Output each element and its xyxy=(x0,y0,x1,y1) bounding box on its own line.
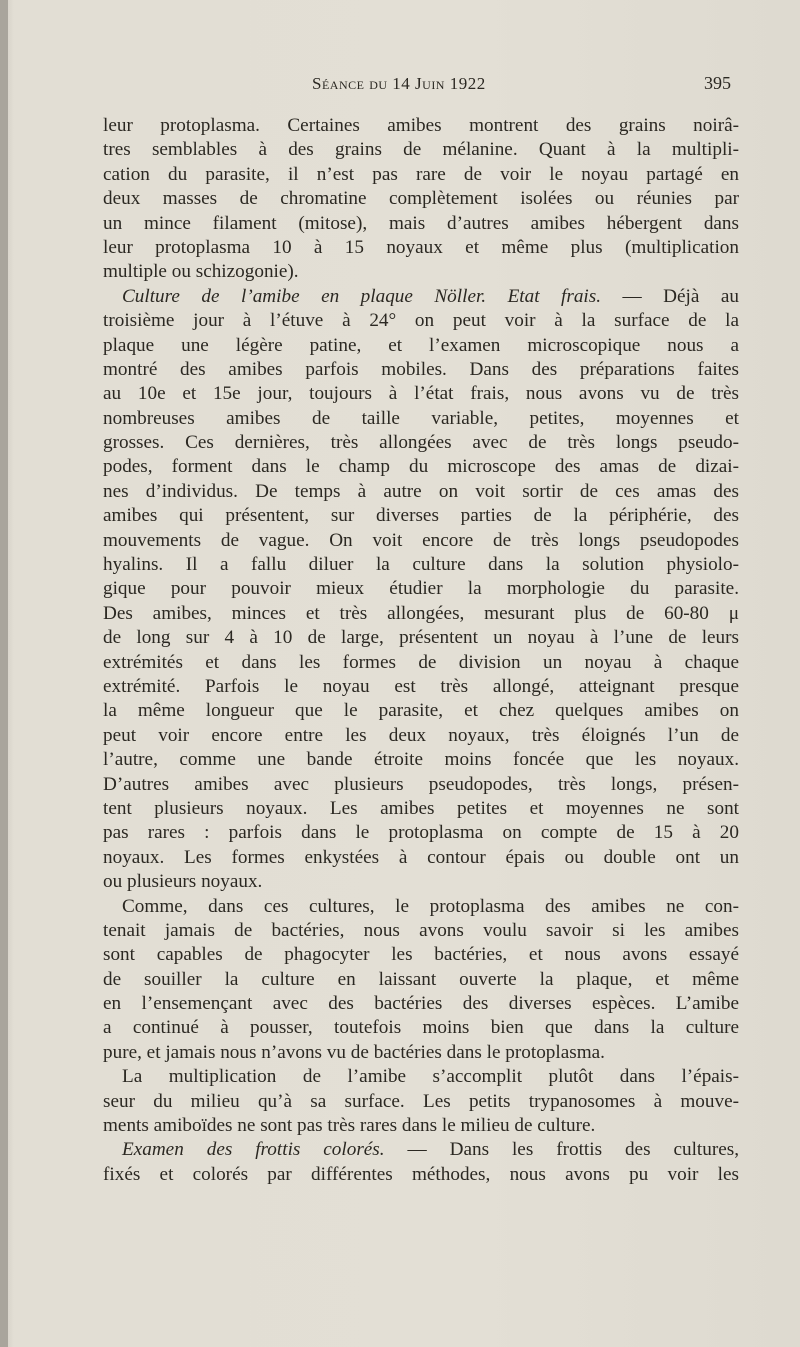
text-line xyxy=(103,455,739,479)
text-line xyxy=(103,919,739,943)
text-segment: leur protoplasma 10 à 15 noyaux et même plus (multiplication xyxy=(103,236,739,258)
text-segment: — Déjà au xyxy=(601,285,739,307)
text-line xyxy=(103,407,739,431)
text-line xyxy=(103,334,739,358)
text-line xyxy=(103,163,739,187)
text-line xyxy=(103,480,739,504)
text-line xyxy=(103,187,739,211)
text-line xyxy=(103,529,739,553)
text-segment: troisième jour à l’étuve à 24° on peut voir à la surface de la xyxy=(103,310,739,332)
italic-heading: Examen des frottis colorés. xyxy=(122,1139,385,1161)
text-line xyxy=(103,382,739,406)
text-segment: seur du milieu qu’à sa surface. Les petits trypanosomes à mouve- xyxy=(103,1090,739,1112)
text-segment: — Dans les frottis des cultures, xyxy=(384,1139,740,1161)
text-line xyxy=(103,748,739,772)
text-segment: la même longueur que le parasite, et chez quelques amibes on xyxy=(103,700,739,722)
text-segment: tent plusieurs noyaux. Les amibes petites et moyennes ne sont xyxy=(103,797,739,819)
text-segment: fixés et colorés par différentes méthodes, nous avons pu voir les xyxy=(103,1163,739,1185)
text-segment: hyalins. Il a fallu diluer la culture dans la solution physiolo- xyxy=(103,554,739,576)
text-segment: ou plusieurs noyaux. xyxy=(103,871,263,893)
text-line xyxy=(103,236,739,260)
text-line xyxy=(103,724,739,748)
text-line xyxy=(103,1016,739,1040)
text-segment: grosses. Ces dernières, très allongées avec de très longs pseudo- xyxy=(103,432,739,454)
text-line xyxy=(103,138,739,162)
text-segment: noyaux. Les formes enkystées à contour épais ou double ont un xyxy=(103,846,739,868)
text-line xyxy=(103,577,739,601)
text-segment: plaque une légère patine, et l’examen microscopique nous a xyxy=(103,334,739,356)
text-segment: tenait jamais de bactéries, nous avons voulu savoir si les amibes xyxy=(103,919,739,941)
text-line xyxy=(103,992,739,1016)
text-segment: extrémités et dans les formes de division un noyau à chaque xyxy=(103,651,739,673)
running-head: Séance du 14 Juin 1922 xyxy=(312,74,486,93)
text-line xyxy=(103,699,739,723)
text-segment: un mince filament (mitose), mais d’autres amibes hébergent dans xyxy=(103,212,739,234)
text-segment: l’autre, comme une bande étroite moins foncée que les noyaux. xyxy=(103,749,739,771)
page-header xyxy=(0,72,800,102)
text-segment: de souiller la culture en laissant ouverte la plaque, et même xyxy=(103,968,739,990)
text-line xyxy=(103,651,739,675)
text-line xyxy=(103,1163,739,1187)
text-segment: tres semblables à des grains de mélanine. Quant à la multipli- xyxy=(103,139,739,161)
page-number: 395 xyxy=(704,73,731,93)
text-segment: amibes qui présentent, sur diverses parties de la périphérie, des xyxy=(103,505,739,527)
text-segment: montré des amibes parfois mobiles. Dans des préparations faites xyxy=(103,358,739,380)
text-line xyxy=(103,968,739,992)
text-line xyxy=(103,821,739,845)
text-line xyxy=(103,285,739,309)
text-line xyxy=(103,943,739,967)
text-line xyxy=(103,846,739,870)
text-segment: pure, et jamais nous n’avons vu de bactéries dans le protoplasma. xyxy=(103,1041,605,1063)
page-gutter-edge xyxy=(0,0,8,1347)
text-segment: mouvements de vague. On voit encore de très longs pseudopodes xyxy=(103,529,739,551)
text-line xyxy=(103,773,739,797)
text-line xyxy=(103,358,739,382)
text-segment: pas rares : parfois dans le protoplasma on compte de 15 à 20 xyxy=(103,822,739,844)
text-segment: a continué à pousser, toutefois moins bien que dans la culture xyxy=(103,1017,739,1039)
text-line xyxy=(103,870,739,894)
italic-heading: Culture de l’amibe en plaque Nöller. Etat frais. xyxy=(122,285,602,307)
text-segment: nes d’individus. De temps à autre on voit sortir de ces amas des xyxy=(103,480,739,502)
text-segment: extrémité. Parfois le noyau est très allongé, atteignant presque xyxy=(103,675,739,697)
text-line xyxy=(103,1114,739,1138)
text-segment: Des amibes, minces et très allongées, mesurant plus de 60-80 μ xyxy=(103,602,739,624)
text-segment: leur protoplasma. Certaines amibes montrent des grains noirâ- xyxy=(103,115,739,136)
text-line xyxy=(103,1138,739,1162)
text-segment: podes, forment dans le champ du microscope des amas de dizai- xyxy=(103,456,739,478)
text-line xyxy=(103,309,739,333)
text-line xyxy=(103,553,739,577)
text-line xyxy=(103,212,739,236)
text-segment: nombreuses amibes de taille variable, petites, moyennes et xyxy=(103,407,739,429)
text-line xyxy=(103,431,739,455)
text-segment: en l’ensemençant avec des bactéries des diverses espèces. L’amibe xyxy=(103,993,739,1015)
text-line xyxy=(103,114,739,138)
body-text xyxy=(103,114,739,1187)
text-line xyxy=(103,797,739,821)
text-segment: au 10e et 15e jour, toujours à l’état frais, nous avons vu de très xyxy=(103,383,739,405)
text-segment: Comme, dans ces cultures, le protoplasma des amibes ne con- xyxy=(122,895,739,917)
text-segment: de long sur 4 à 10 de large, présentent un noyau à l’une de leurs xyxy=(103,627,739,649)
text-line xyxy=(103,626,739,650)
text-segment: sont capables de phagocyter les bactéries, et nous avons essayé xyxy=(103,944,739,966)
text-line xyxy=(103,504,739,528)
text-segment: La multiplication de l’amibe s’accomplit plutôt dans l’épais- xyxy=(122,1066,739,1088)
text-segment: multiple ou schizogonie). xyxy=(103,261,299,283)
text-line xyxy=(103,1065,739,1089)
text-line xyxy=(103,602,739,626)
text-line xyxy=(103,260,739,284)
text-line xyxy=(103,1041,739,1065)
text-segment: peut voir encore entre les deux noyaux, très éloignés l’un de xyxy=(103,724,739,746)
text-segment: deux masses de chromatine complètement isolées ou réunies par xyxy=(103,188,739,210)
text-line xyxy=(103,895,739,919)
text-segment: gique pour pouvoir mieux étudier la morphologie du parasite. xyxy=(103,578,739,600)
text-segment: cation du parasite, il n’est pas rare de voir le noyau partagé en xyxy=(103,163,739,185)
text-line xyxy=(103,675,739,699)
text-segment: ments amiboïdes ne sont pas très rares dans le milieu de culture. xyxy=(103,1115,596,1137)
text-segment: D’autres amibes avec plusieurs pseudopodes, très longs, présen- xyxy=(103,773,739,795)
text-line xyxy=(103,1090,739,1114)
